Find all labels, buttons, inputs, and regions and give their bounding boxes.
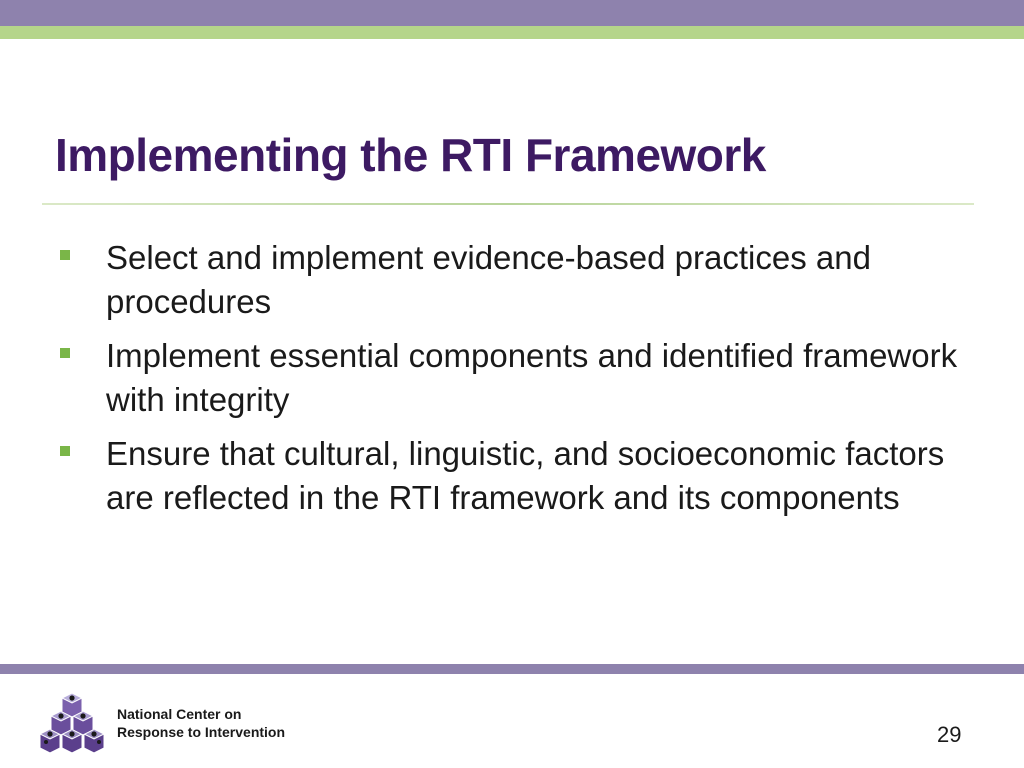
title-divider — [42, 203, 974, 205]
bullet-text: Implement essential components and identified framework with integrity — [106, 337, 958, 418]
square-bullet-icon — [60, 348, 70, 358]
bullet-text: Ensure that cultural, linguistic, and socioeconomic factors are reflected in the RTI framework and its components — [106, 435, 945, 516]
bullet-item — [60, 432, 960, 520]
bullet-list — [60, 236, 960, 530]
slide-title: Implementing the RTI Framework — [55, 129, 766, 181]
top-purple-band — [0, 0, 1024, 26]
bullet-text: Select and implement evidence-based practices and procedures — [106, 239, 871, 320]
bottom-purple-band — [0, 664, 1024, 674]
bullet-item — [60, 236, 960, 324]
square-bullet-icon — [60, 446, 70, 456]
org-name-line-2: Response to Intervention — [117, 724, 286, 740]
org-name-line-1: National Center on — [117, 706, 242, 722]
stacked-cubes-logo-icon — [38, 690, 108, 754]
organization-name — [117, 705, 285, 741]
bullet-item — [60, 334, 960, 422]
top-green-band — [0, 26, 1024, 39]
square-bullet-icon — [60, 250, 70, 260]
page-number: 29 — [937, 722, 962, 747]
